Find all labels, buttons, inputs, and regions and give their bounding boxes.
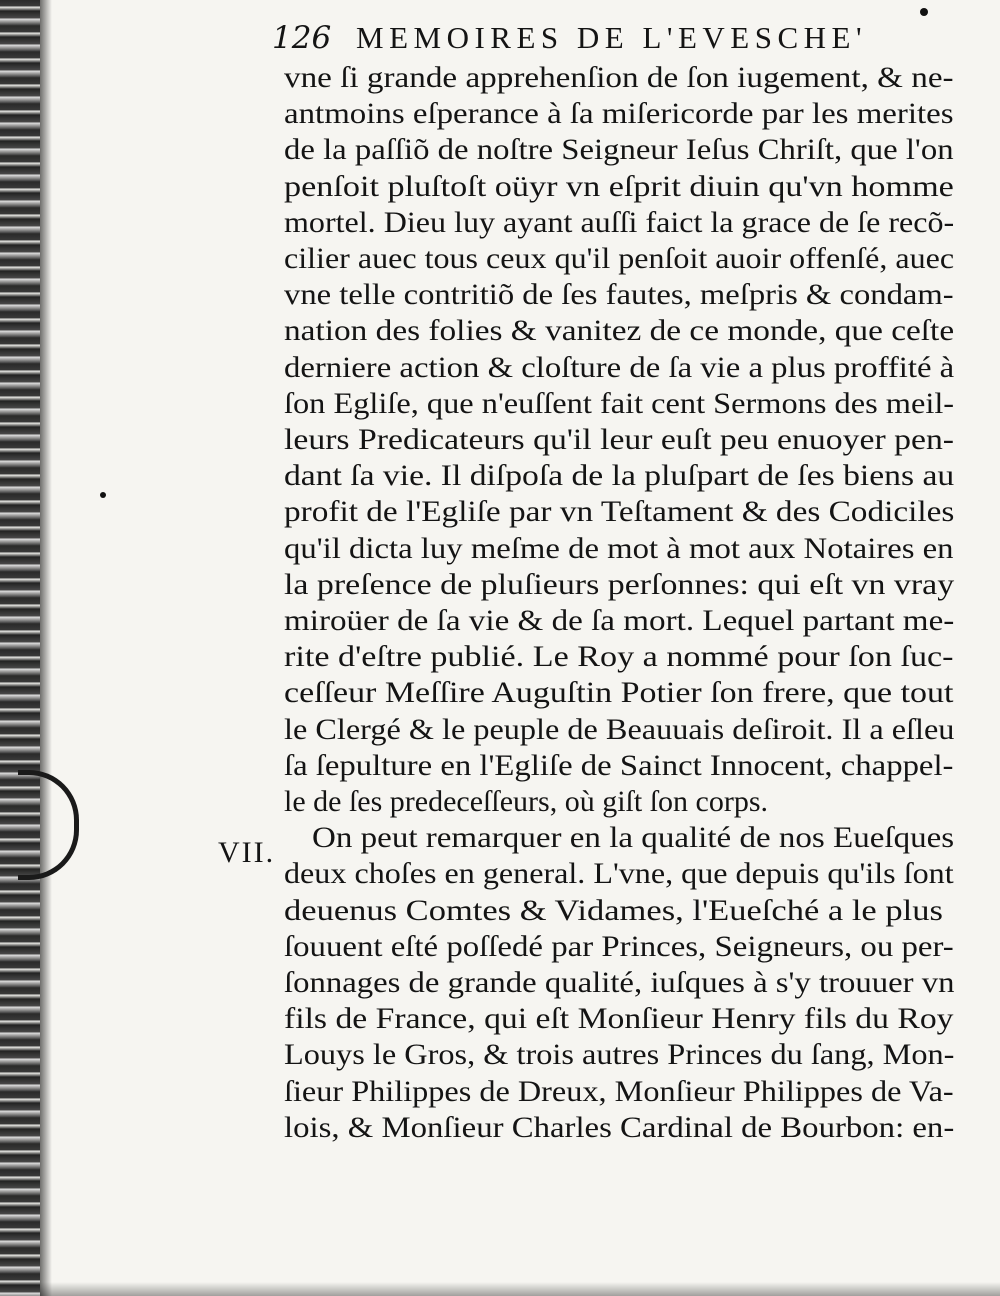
binding-gutter (0, 0, 40, 1296)
text-line: On peut remarquer en la qualité de nos Eueſques (312, 821, 955, 855)
clasp-mark (18, 770, 79, 880)
text-line: le de ſes predeceſſeurs, où giſt ſon corps. (284, 785, 769, 818)
page-header (272, 14, 962, 60)
text-line: la preſence de pluſieurs perſonnes: qui eſt vn vray (284, 567, 955, 601)
text-line: fils de France, qui eſt Monſieur Henry fils du Roy (284, 1002, 954, 1036)
text-line: qu'il dicta luy meſme de mot à mot aux Notaires en (284, 531, 954, 565)
text-line: penſoit pluſtoſt oüyr vn eſprit diuin qu'vn homme (284, 169, 954, 203)
text-line: ceſſeur Meſſire Auguſtin Potier ſon frere, que tout (284, 676, 954, 710)
gutter-shadow (40, 0, 52, 1296)
text-line: ſouuent eſté poſſedé par Princes, Seigneurs, ou per- (284, 929, 954, 963)
text-line: deuenus Comtes & Vidames, l'Eueſché a le plus (284, 893, 943, 927)
text-line: deux choſes en general. L'vne, que depuis qu'ils ſont (284, 857, 954, 891)
ink-speck (100, 492, 106, 498)
text-line: profit de l'Egliſe par vn Teſtament & des Codiciles (284, 495, 955, 529)
text-line: vne ſi grande apprehenſion de ſon iugement, & ne- (284, 61, 954, 94)
text-line: Louys le Gros, & trois autres Princes du ſang, Mon- (284, 1038, 955, 1072)
text-line: derniere action & cloſture de ſa vie a plus proffité à (284, 350, 955, 384)
text-line: leurs Predicateurs qu'il leur euſt peu enuoyer pen- (284, 423, 955, 456)
text-line: vne telle contritiõ de ſes fautes, meſpris & condam- (284, 278, 954, 312)
text-line: ſon Egliſe, que n'euſſent fait cent Sermons des meil- (284, 386, 955, 420)
text-line: rite d'eſtre publié. Le Roy a nommé pour ſon ſuc- (284, 640, 954, 674)
text-line: ſieur Philippes de Dreux, Monſieur Philippes de Va- (284, 1074, 954, 1108)
text-line: ſonnages de grande qualité, iuſques à s'y trouuer vn (284, 966, 955, 999)
page-number: 126 (272, 20, 332, 56)
text-line: antmoins eſperance à ſa miſericorde par les merites (284, 97, 954, 131)
text-line: nation des folies & vanitez de ce monde, que ceſte (284, 314, 955, 348)
text-line: le Clergé & le peuple de Beauuais deſiroit. Il a eſleu (284, 712, 955, 746)
text-line: cilier auec tous ceux qu'il penſoit auoir offenſé, auec (284, 242, 955, 275)
text-line: miroüer de ſa vie & de ſa mort. Lequel partant me- (284, 604, 955, 637)
running-head: MEMOIRES DE L'EVESCHE' (356, 20, 868, 55)
text-line: lois, & Monſieur Charles Cardinal de Bourbon: en- (284, 1110, 955, 1144)
text-line: de la paſſiõ de noſtre Seigneur Ieſus Chriſt, que l'on (284, 133, 954, 167)
section-number: VII. (218, 836, 276, 869)
page-bottom-shadow (40, 1282, 1000, 1296)
text-line: mortel. Dieu luy ayant auſſi faict la grace de ſe recõ- (284, 205, 955, 239)
text-line: ſa ſepulture en l'Egliſe de Sainct Innocent, chappel- (284, 748, 954, 782)
text-line: dant ſa vie. Il diſpoſa de la pluſpart de ſes biens au (284, 459, 955, 493)
